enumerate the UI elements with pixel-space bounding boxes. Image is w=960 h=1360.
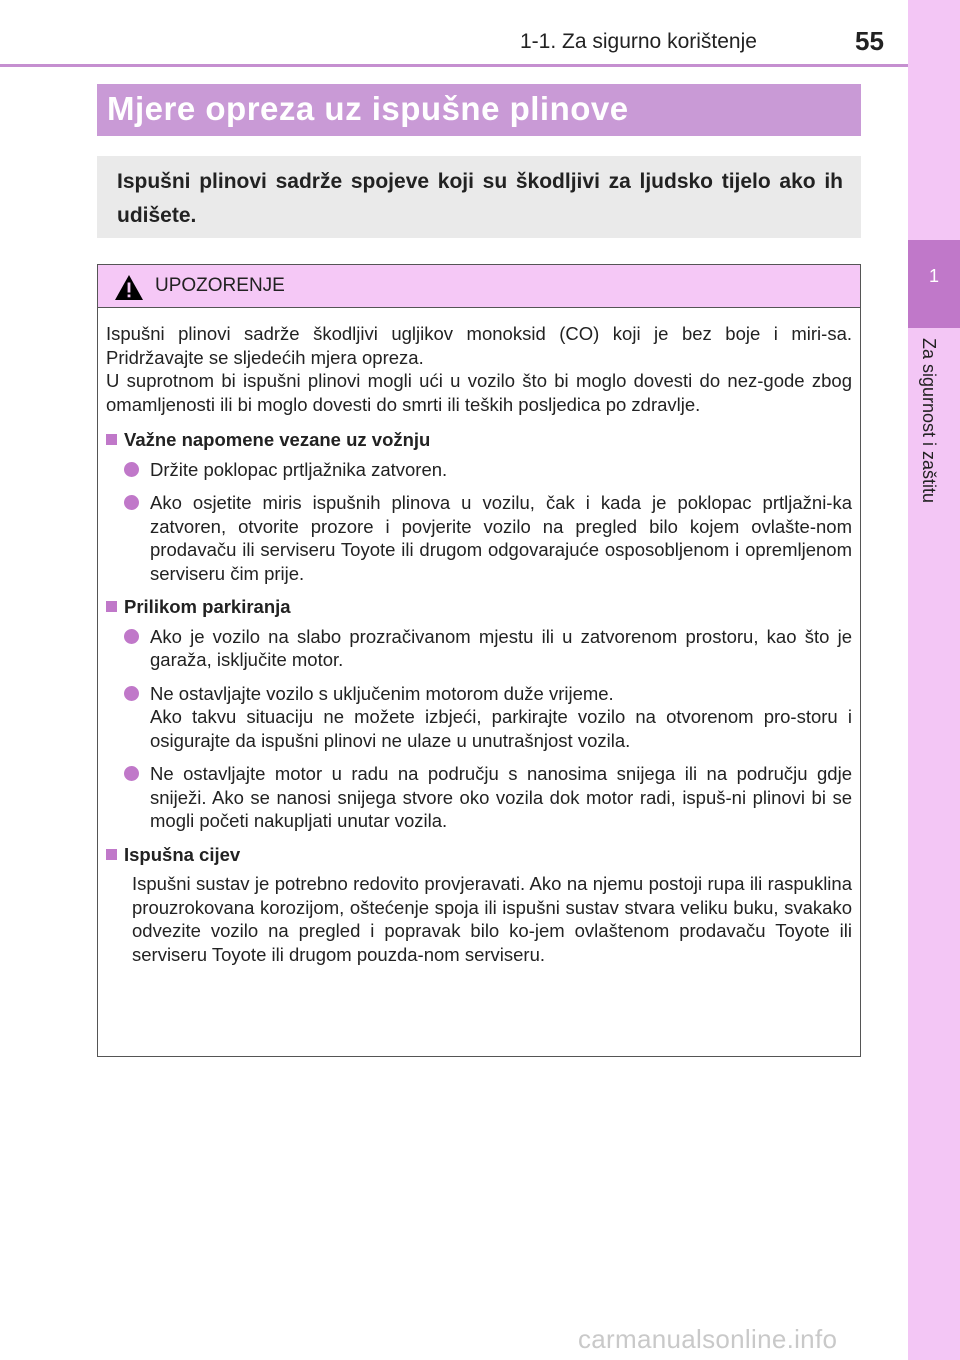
subheading-exhaust-pipe: Ispušna cijev bbox=[106, 843, 852, 867]
section-title: Mjere opreza uz ispušne plinove bbox=[97, 84, 861, 136]
warning-header bbox=[98, 265, 860, 308]
exhaust-pipe-text: Ispušni sustav je potrebno redovito provjeravati. Ako na njemu postoji rupa ili raspuklina prouzrokovana korozijom, oštećenje spoja ili ispušni sustav stvara veliku buku, svakako odvezite vozilo na pregled i popravak bilo ko-jem ovlaštenom prodavaču Toyote ili serviseru Toyote ili drugom pouzda-nom serviseru. bbox=[132, 873, 852, 965]
chapter-number: 1 bbox=[928, 266, 939, 286]
subheading-driving: Važne napomene vezane uz vožnju bbox=[106, 428, 852, 452]
circle-bullet-icon bbox=[124, 766, 139, 781]
running-header-section: 1-1. Za sigurno korištenje bbox=[520, 30, 757, 53]
square-bullet-icon bbox=[106, 434, 117, 445]
square-bullet-icon bbox=[106, 601, 117, 612]
subheading-parking: Prilikom parkiranja bbox=[106, 595, 852, 619]
list-item: Držite poklopac prtljažnika zatvoren. bbox=[106, 458, 852, 482]
list-item: Ako je vozilo na slabo prozračivanom mjestu ili u zatvorenom prostoru, kao što je garaža, isključite motor. bbox=[106, 625, 852, 672]
page-number: 55 bbox=[855, 26, 884, 56]
warning-label: UPOZORENJE bbox=[155, 275, 285, 296]
chapter-title-vertical: Za sigurnost i zaštitu bbox=[919, 338, 939, 504]
circle-bullet-icon bbox=[124, 462, 139, 477]
warning-body bbox=[98, 308, 860, 966]
circle-bullet-icon bbox=[124, 686, 139, 701]
chapter-side-tab bbox=[908, 0, 960, 1360]
list-item: Ako osjetite miris ispušnih plinova u vozilu, čak i kada je poklopac prtljažni-ka zatvoren, otvorite prozore i povjerite vozilo na pregled bilo kojem ovlašte-nom prodavaču ili serviseru Toyote ili drugom odgovarajuće osposobljenom i opremljenom serviseru čim prije. bbox=[106, 491, 852, 585]
intro-summary: Ispušni plinovi sadrže spojeve koji su škodljivi za ljudsko tijelo ako ih udišete. bbox=[97, 156, 861, 238]
warning-intro-line-1: Ispušni plinovi sadrže škodljivi ugljikov monoksid (CO) koji je bez boje i miri-sa. Pridržavajte se sljedećih mjera opreza. bbox=[106, 323, 852, 368]
warning-triangle-icon bbox=[114, 274, 144, 301]
watermark: carmanualsonline.info bbox=[578, 1324, 838, 1354]
circle-bullet-icon bbox=[124, 629, 139, 644]
warning-intro-line-2: U suprotnom bi ispušni plinovi mogli ući u vozilo što bi moglo dovesti do nez-gode zbog omamljenosti ili bi moglo dovesti do smrti ili teških posljedica po zdravlje. bbox=[106, 370, 852, 415]
square-bullet-icon bbox=[106, 849, 117, 860]
warning-intro-paragraph bbox=[106, 322, 852, 416]
list-item: Ne ostavljajte motor u radu na području s nanosima snijega ili na području gdje sniježi. Ako se nanosi snijega stvore oko vozila dok motor radi, ispuš-ni plinovi bi se mogli početi nakupljati unutar vozila. bbox=[106, 762, 852, 833]
warning-box bbox=[97, 264, 861, 1057]
header-divider bbox=[0, 64, 908, 67]
list-item: Ne ostavljajte vozilo s uključenim motorom duže vrijeme. Ako takvu situaciju ne možete izbjeći, parkirajte vozilo na otvorenom pro-storu i osigurajte da ispušni plinovi ne ulaze u unutrašnjost vozila. bbox=[106, 682, 852, 753]
circle-bullet-icon bbox=[124, 495, 139, 510]
